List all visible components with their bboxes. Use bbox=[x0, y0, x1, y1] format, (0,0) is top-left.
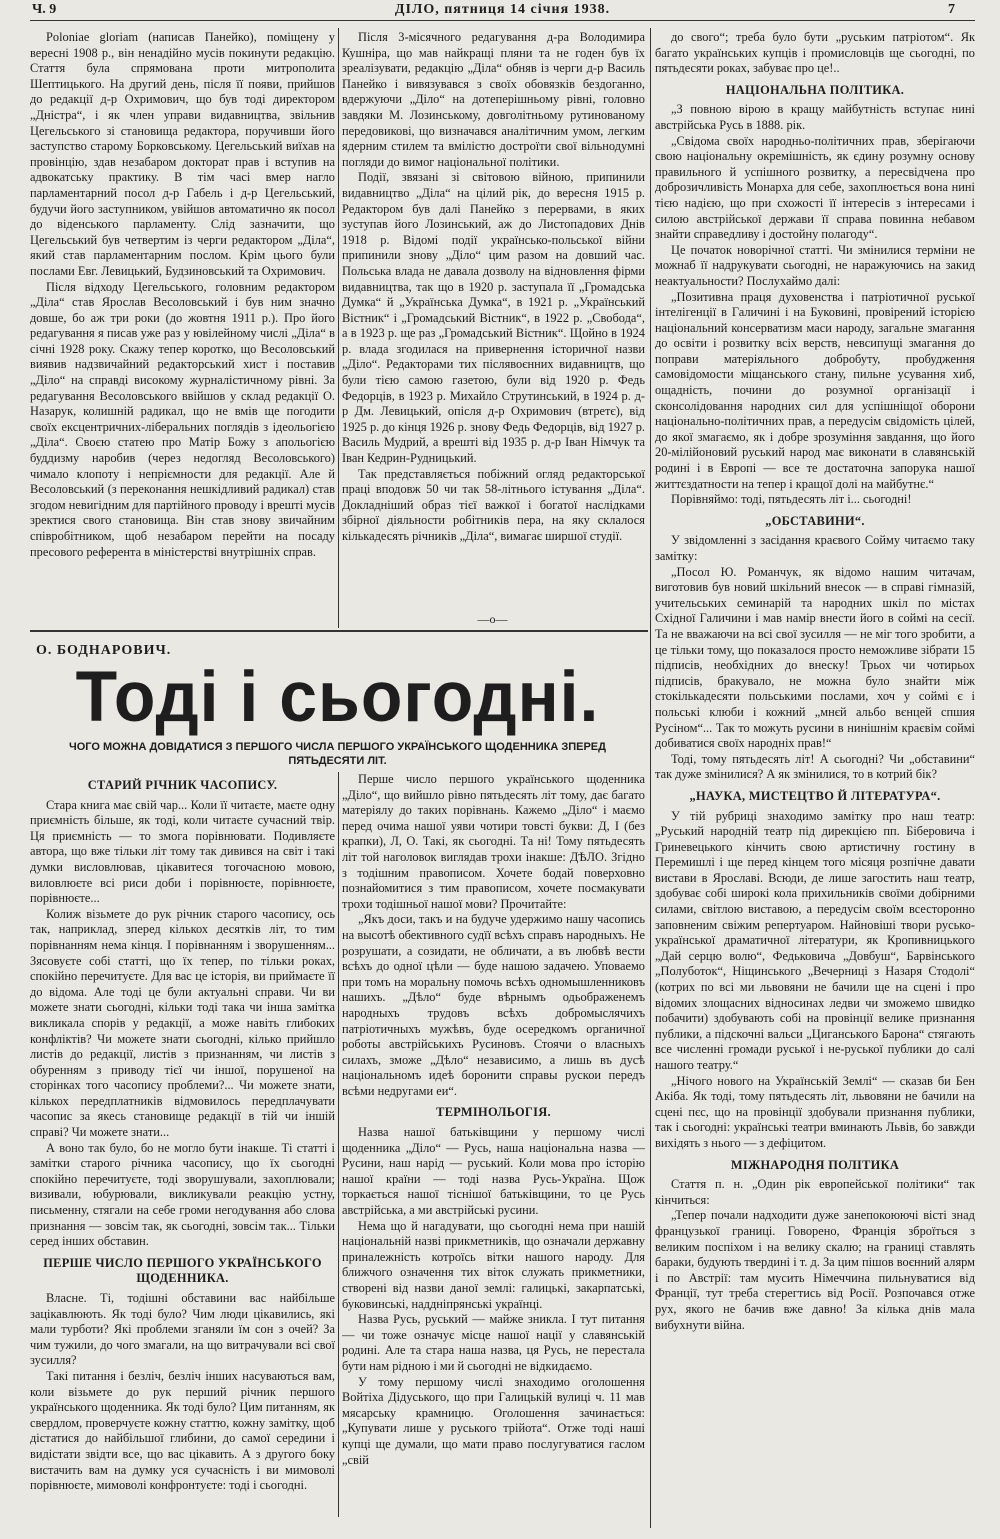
section-heading: МІЖНАРОДНЯ ПОЛІТИКА bbox=[730, 1157, 900, 1172]
paragraph: „Тепер почали надходити дуже занепокоюючі вісті знад французької границі. Говорено, Франція зброїться з великим поспіхом і на велику скалю; на границі ставлять бараки, будують твердині і т. д. За цим пішов воєнний алярм і по Австрії: там мусить Німеччина пильнуватися від Франції, тут треба стерегтись від Росії. Розпочався отже рух, якого не бачив вже давно! За кілька днів мала вибухнути війна. bbox=[655, 1208, 975, 1332]
paragraph: Перше число першого українського щоденника „Діло“, що вийшло рівно пятьдесять літ тому, дає багато матеріялу до таких порівнань. Кажемо „Діло“ і маємо перед очима нашої уяви чотири товсті букви: Д, І (без крапки), Л, О. Такі, як сьогодні. Та ні! Тому пятьдесять літ той наголовок виглядав трохи інакше: ДѢЛО. Згідно з тодішним правописом. Хочете бодай поверховно познайомитися з тим правописом, хочете посмакувати трохи тодішньої нашої мови? Прочитайте: bbox=[342, 772, 645, 911]
top-column-1 bbox=[30, 30, 335, 618]
paragraph: Порівняймо: тоді, пятьдесять літ і... сьогодні! bbox=[671, 492, 912, 507]
article-column-1 bbox=[30, 772, 335, 1517]
paragraph: Після відходу Цегельського, головним редактором „Діла“ став Ярослав Весоловський і був ним значно довше, бо аж три роки (до жовтня 1911 р.). Про його редагування я писав уже раз у ювілейному числі „Діла“ в січні 1928 року. Скажу тепер коротко, що Весоловський виявив надзвичайний редакторський хист і поставив „Діло“ на справді високому журналістичному рівні. За редагування Весоловського ввійшов у склад редакції О. Назарук, колишній радикал, що не вмів ще погодити своїх ексцентричних-ліберальних поглядів з ідеольогією „Діла“. Своєю статею про Матір Божу з апольогією буддизму наробив (через недогляд Весоловського) чимало клопоту і непріємности для редакції. Але й Весоловський (з переконання нешкідливий радикал) став згодом невигідним для партійного проводу і врешті мусів зректися свого становища. Він став знову звичайним співробітником, щоб незабаром перейти на посаду пресового референта в міністерстві внутрішніх справ. bbox=[30, 279, 335, 559]
paragraph: Тоді, тому пятьдесять літ! А сьогодні? Чи „обставини“ так дуже змінилися? А як змінилися, то в котрий бік? bbox=[655, 751, 975, 782]
column-divider bbox=[338, 772, 339, 1517]
page-number: 7 bbox=[948, 2, 955, 17]
article-byline: О. БОДНАРОВИЧ. bbox=[36, 643, 172, 658]
section-heading: „ОБСТАВИНИ“. bbox=[765, 513, 865, 528]
paragraph: Стара книга має свій чар... Коли її читаєте, маєте одну приємність більше, як тоді, коли читаєте сучасний твір. Ця приємність — то змога порівнювати. Подивляєте автора, що вже тільки літ тому так дивився на світ і такі думки висловлював, цікавитеся тогочасною мовою, виловлюєте всі риси доби і порівнюєте, порівнюєте, порівнюєте... bbox=[30, 797, 335, 906]
section-rule bbox=[30, 630, 648, 632]
paragraph: Це початок новорічної статті. Чи змінилися терміни не можнаб її надрукувати сьогодні, не наражуючись на закид неактуальности? Послухаймо далі: bbox=[655, 242, 975, 288]
section-heading: НАЦІОНАЛЬНА ПОЛІТИКА. bbox=[725, 82, 905, 97]
paragraph: Такі питання і безліч, безліч інших насуваються вам, коли візьмете до рук перший річник першого українського щоденника. Як тоді було? Цим питанням, як свердлом, проверчуєте кожну статтю, кожну замітку, щоб дістатися до найбільшої глибини, до самої середини і видістати звідти все, що вас цікавить. А з другого боку вистачить вам на думку уся сучасність і ви мимоволі порівнюєте, мимоволі конфронтуєте: тоді і сьогодні. bbox=[30, 1368, 335, 1493]
article-title: Тоді і сьогодні. bbox=[75, 657, 600, 737]
paragraph: Нема що й нагадувати, що сьогодні нема при нашій національній назві прикметників, що означали державну приналежність котроїсь вітки нашого народу. Для ближчого означення тих віток служать прикметники, створені від назви даної землі: галицькі, закарпатські, буковинські, наддніпрянські українці. bbox=[342, 1218, 645, 1311]
paragraph: до свого“; треба було бути „руським патріотом“. Як багато українських купців і промисловців ще сьогодні, по пятьдесяти роках, забуває про це!.. bbox=[655, 30, 975, 76]
column-divider bbox=[338, 28, 339, 628]
article-column-2 bbox=[342, 772, 645, 1517]
paragraph: А воно так було, бо не могло бути інакше. Ті статті і замітки старого річника часопису, що їх сьогодні спокійно перечитуєте, тоді зворушували, захоплювали; визивали, юбурювали, викликували реакцію устну, письменну, стягали на себе громи негодування або слова признання — зовсім так, як сьогодні, зовсім так... Тільки серед інших обставин. bbox=[30, 1140, 335, 1249]
section-heading: „НАУКА, МИСТЕЦТВО Й ЛІТЕРАТУРА“. bbox=[689, 788, 941, 803]
paragraph: Стаття п. н. „Один рік европейської політики“ так кінчиться: bbox=[655, 1177, 975, 1207]
section-heading: ТЕРМІНОЛЬОГІЯ. bbox=[436, 1105, 551, 1120]
page-header bbox=[30, 2, 975, 21]
paragraph: У тому першому числі знаходимо оголошення Войтіха Дідуського, що при Галицькій вулиці ч. 11 мав мясарську крамницю. Оголошення зачинається: „Купувати лише у руського трійота“. Отже тоді наші купці ще думали, що мати право послугуватися гаслом „свій bbox=[342, 1374, 645, 1467]
paragraph: Poloniae gloriam (написав Панейко), поміщену у вересні 1908 р., він ненадійно мусів покинути редакцію. Стаття була спрямована проти митрополита Шептицького. На другий день, після її появи, прийшов до редакції д-р Охримович, що був тоді директором „Дністра“, і як член управи видавництва, звільнив Цегельського зі становища редактора, поручивши його заступство старому Борковському. Цегельський виїхав на провінцію, здав незабаром докторат прав і вступив на адвокатську практику. В тім часі вмер нагло парламентарний посол д-р Габель і д-р Цегельський, будучи його заступником, увійшов автоматично як посол до віденського парламенту. Слід зазначити, що Цегельський був четвертим із черги редактором „Діла“, який став парламентарним послом. Крім цього були послами Евг. Левицький, Будзиновський та Охримович. bbox=[30, 30, 335, 278]
paragraph: Події, звязані зі світовою війною, припинили видавництво „Діла“ на цілий рік, до вересня 1915 р. Редактором був далі Панейко з перервами, в яких зуступав його Лозинський, аж до Листопадових Днів 1918 р. Відомі події українсько-польської війни припинили знову „Діло“ цим разом на довший час. Польська влада не давала дозволу на відновлення фірми видавництва, так що в 1920 р. заступала її „Громадська Думка“ й „Українська Думка“, в 1921 р. „Український Вістник“ і „Громадський Вістник“, в 1922 р. „Свобода“, а в 1923 р. ще раз „Громадський Вістник“. Щойно в 1924 р. влада згодилася на привернення історичної назви „Діло“. Редакторами тих післявоєнних видавництв, що були тією самою газетою, були від 1920 р. Федь Федорців, в 1923 р. Михайло Струтинський, в 1924 р. д-р Дм. Левицький, опісля д-р Охримович (втретє), від 1925 р. до кінця 1926 р. знову Федь Федорців, від 1927 р. Василь Мудрий, а врешті від 1935 р. д-р Іван Німчук та Іван Кедрин-Рудницький. bbox=[342, 170, 645, 466]
paragraph: Так представляється побіжний огляд редакторської праці вподовж 50 чи так 58-літнього істування „Діла“. Докладніший образ тієї важкої і богатої наслідками збірної діяльности робітників пера, на яку склалося кількадесять річників „Діла“, вимагає ширшої студії. bbox=[342, 466, 645, 543]
article-subtitle: ЧОГО МОЖНА ДОВІДАТИСЯ З ПЕРШОГО ЧИСЛА ПЕРШОГО УКРАЇНСЬКОГО ЩОДЕННИКА ЗПЕРЕД ПЯТЬДЕСЯТИ ЛІТ. bbox=[69, 741, 606, 767]
section-heading: ПЕРШЕ ЧИСЛО ПЕРШОГО УКРАЇНСЬКОГО ЩОДЕННИКА. bbox=[43, 1255, 322, 1286]
paragraph: У тій рубриці знаходимо замітку про наш театр: „Руський народній театр під дирекцією пп. Біберовича і Гриневецького кінчить свою артистичну гостину в Перемишлі і ще перед кінцем того місяця розпічне давати вистави в Ярославі. Всюди, де лише загостить наш театр, здобуває собі широкі кола прихильників своїми добірними силами, світлою виставою, а передусім своїм всесторонно заповненим свіжим репертуаром. Найновіші твори русько-української драматичної літератури, як Кропивницького „Дай серцю волю“, Федьковича „Довбуш“, Барвінського „Полуботок“, Ніщинського „Вечерниці з Назаря Стодолі“ (котрих по всі ми львовяни не бачили ще на сцені і про відомих злощасних відносинах ледви чи зможемо швидко побачити) здобувають собі на провінції велике признання публики, а підскочні вальси „Циганського Барона“ стягають все численні громади руської і не-руської публики до салі нашого театру.“ bbox=[655, 808, 975, 1072]
paragraph: Колиж візьмете до рук річник старого часопису, ось так, наприклад, зперед кількох десятків літ, то тим порівнанням нема кінця. І порівнанням і зворушенням... Зясовуєте собі статті, що їх тепер, по тільки роках, спокійно перечитуєте. Для вас це історія, ви приймаєте її до відома. Але тоді це були актуальні справи. Чи ви можете знати сьогодні, кільки тоді така чи інша замітка викликала спорів у редакції, а може навіть глибоких конфліктів? Чи можете знати сьогодні, кілько прийшло листів до редакції, листів з признанням, чи листів з обуренням з приводу тієї чи іншої, порушеної на сторінках того часопису проблеми?... Чи можете знати, кількох передплатників відмовилось передплачувати часопис за якесь становище редакції в тій чи іншій справі? Чи можете знати... bbox=[30, 906, 335, 1140]
masthead: ДІЛО, пятниця 14 січня 1938. bbox=[394, 2, 611, 17]
paragraph: Власне. Ті, тодішні обставини вас найбільше зацікавлюють. Як тоді було? Чим люди цікавились, які мали турботи? Які проблеми зганяли їм сон з очей? За чим тужили, до чого змагали, на що витрачували всі свої зусилля? bbox=[30, 1291, 335, 1368]
top-column-2 bbox=[342, 30, 645, 610]
paragraph: „Посол Ю. Романчук, як відомо нашим читачам, виготовив був новий шкільний внесок — в справі гімназій, учительських семинарій та народних шкіл по містах Східної Галичини і мав намір внести його в соймі на сесії. Та не вважаючи на всі свої зусилля — не міг того зробити, а це тільки тому, що показалося просто неможливе зібрати 15 підписів, необхідних до внеску! Трьох чи чотирьох підписів, бракувало, не можна було знайти між стокількадесяти польськими послами, хоч у соймі є і польські клюби і кожний „мнєй альбо вєнцей спшия Русіном“... Так то можуть русини в нинішнім краєвім соймі добиватися своїх народніх прав!“ bbox=[655, 564, 975, 751]
paragraph: „Нічого нового на Українській Землі“ — сказав би Бен Акіба. Як тоді, тому пятьдесять літ, львовяни не бачили на сцені пєс, що на провінції здобували признання публики, так і сьогодні: українські театри вминають Львів, бо завжди вихідять з нього — з дефіцитом. bbox=[655, 1073, 975, 1150]
section-heading: СТАРИЙ РІЧНИК ЧАСОПИСУ. bbox=[87, 778, 278, 792]
paragraph: Після 3-місячного редагування д-ра Володимира Кушніра, що мав найкращі пляни та не годен був їх зреалізувати, редакцію „Діла“ обняв із черги д-р Василь Панейко і вивязувався з своїх обовязків бездоганно, вдержуючи „Діло“ на дотеперішньому рівні, головно завдяки М. Лозинському, довголітньому рутинованому передовикові, що визначався аналітичним умом, легким ядерним стилем та вмілістю достроїти свої вільнодумні погляди до вимог національної політики. bbox=[342, 30, 645, 169]
column-divider bbox=[650, 28, 651, 1528]
paragraph: У звідомленні з засідання краєвого Сойму читаємо таку замітку: bbox=[655, 533, 975, 563]
issue-number: Ч. 9 bbox=[32, 2, 57, 17]
section-ornament: —o— bbox=[477, 612, 508, 626]
paragraph: „Позитивна праця духовенства і патріотичної руської інтелігенції в Галичині і на Буковині, провірений історією національний консерватизм маси народу, загальне змагання до освіти і розвитку всіх верств, невсипущі змагання до поправи матеріяльного добробуту, пробудження самовідомости міщанського стану, пильне усування хиб, ощадність, почини до розумної організації і сконсолідовання народних сил для успішніщої оборони національно-політичних прав, а передусім свідомість цілей, до якої змагаємо, як і добре зрозуміння завдання, що його 20-мілійоновий руський народ має виконати в славянській родині і в Европі — все те достаточна запорука нашої життєздатности на тепер і кращої долі на майбутнє.“ bbox=[655, 289, 975, 491]
paragraph: Назва Русь, руський — майже зникла. І тут питання — чи тоже означує місце нашої нації у славянській родині. Але та стара наша назва, ця Русь, не перестала бути нам рідною і ми й сьогодні не відкидаємо. bbox=[342, 1312, 645, 1373]
paragraph: „З повною вірою в кращу майбутність вступає нині австрійська Русь в 1888. рік. bbox=[655, 102, 975, 132]
right-column bbox=[655, 30, 975, 1525]
paragraph: „Свідома своїх народньо-політичних прав, зберігаючи свою національну окремішність, як єдину розумну основу правильного й успішного розвитку, а пересвідчена про доброзичливість Монарха для себе, захоплюється вона нині тією надією, що при схожості її інтересів з інтересами і силою австрійської держави її справа повинна небавом знайти справедливу і достойну полагоду“. bbox=[655, 133, 975, 242]
paragraph: „Якъ доси, такъ и на будуче удержимо нашу часопись на высотѣ обективного судїї всѣхъ справъ народныхъ. Не розрушати, а созидати, не обличати, а въ любвѣ вести всѣхъ до одної цѣли — буде нашою задачею. Уповаемо при томъ на моральну помочь всѣхъ одномышленниковъ нашихъ. „Дѣло“ буде вѣрнымъ одьображенемъ народныхъ трудовъ всѣхъ добромыслячихъ патріотичныхъ мужѣвъ, буде осередкомъ органичної роботы австрійськихъ Русиновъ. Стоячи о власныхъ силахъ, зможе „Дѣло“ независимо, а лишь въ дусѣ національномъ идеѣ боронити справы рускои передъ всѣми недругами еи“. bbox=[342, 912, 645, 1098]
paragraph: Назва нашої батьківщини у першому числі щоденника „Діло“ — Русь, наша національна назва — Русини, наш нарід — руський. Коли мова про історію нашої країни — тоді назва Русь-Україна. Щож торкається нашої тіснішої батьківщини, то це Русь австрійська, а ми австрійські русини. bbox=[342, 1125, 645, 1218]
